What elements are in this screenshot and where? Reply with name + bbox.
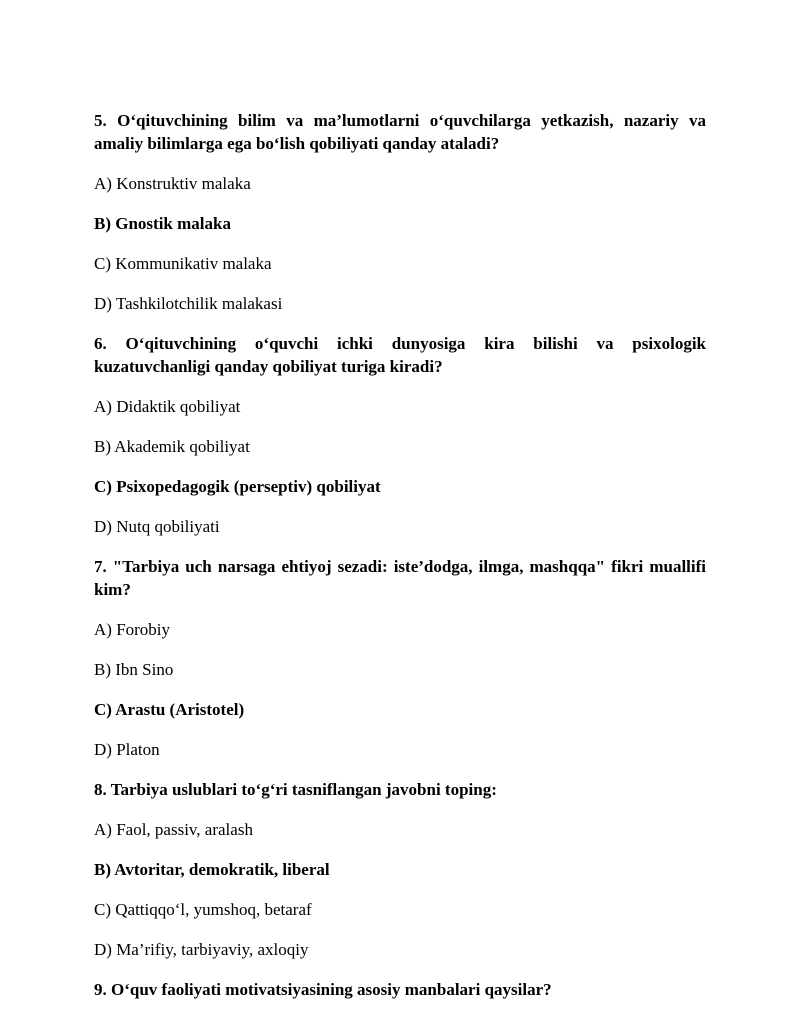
question-text: 7. "Tarbiya uch narsaga ehtiyoj sezadi: iste’dodga, ilmga, mashqqa" fikri muallifi kim?: [94, 557, 706, 599]
question-text: 5. O‘qituvchining bilim va ma’lumotlarni o‘quvchilarga yetkazish, nazariy va amaliy bilimlarga ega bo‘lish qobiliyati qanday ataladi?: [94, 111, 706, 153]
option-b: B) Akademik qobiliyat: [94, 437, 250, 456]
question-8: [94, 778, 706, 961]
option-a: A) Konstruktiv malaka: [94, 174, 251, 193]
option-c-correct: C) Psixopedagogik (perseptiv) qobiliyat: [94, 477, 381, 496]
option-d: D) Nutq qobiliyati: [94, 517, 220, 536]
option-d: D) Platon: [94, 740, 160, 759]
option-d: D) Ma’rifiy, tarbiyaviy, axloqiy: [94, 940, 309, 959]
question-text: 9. O‘quv faoliyati motivatsiyasining asosiy manbalari qaysilar?: [94, 980, 552, 999]
question-7: [94, 555, 706, 761]
question-6: [94, 332, 706, 538]
option-a: A) Forobiy: [94, 620, 171, 639]
option-b: B) Ibn Sino: [94, 660, 174, 679]
question-5: [94, 109, 706, 315]
question-text: 6. O‘qituvchining o‘quvchi ichki dunyosiga kira bilishi va psixologik kuzatuvchanligi qanday qobiliyat turiga kiradi?: [94, 334, 706, 376]
document-page: [94, 92, 706, 1014]
option-c: C) Qattiqqo‘l, yumshoq, betaraf: [94, 900, 312, 919]
option-b-correct: B) Gnostik malaka: [94, 214, 231, 233]
option-d: D) Tashkilotchilik malakasi: [94, 294, 283, 313]
question-9: [94, 978, 706, 1001]
option-a: A) Faol, passiv, aralash: [94, 820, 253, 839]
option-c-correct: C) Arastu (Aristotel): [94, 700, 245, 719]
question-text: 8. Tarbiya uslublari to‘g‘ri tasniflangan javobni toping:: [94, 780, 497, 799]
option-a: A) Didaktik qobiliyat: [94, 397, 241, 416]
option-c: C) Kommunikativ malaka: [94, 254, 272, 273]
option-b-correct: B) Avtoritar, demokratik, liberal: [94, 860, 330, 879]
